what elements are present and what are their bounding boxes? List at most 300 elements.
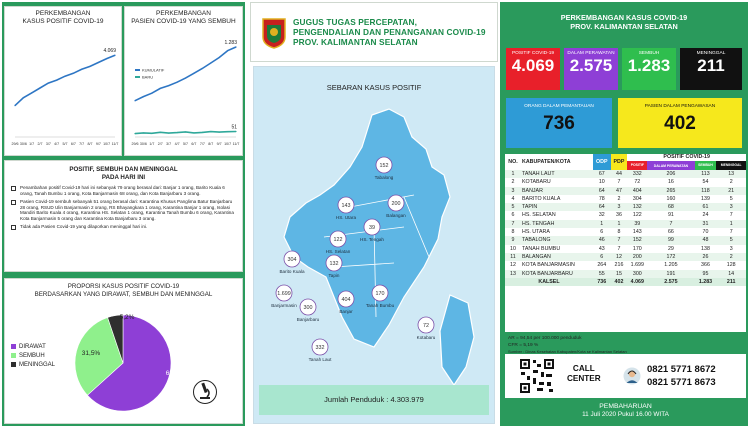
- daily-info-title-2: PADA HARI INI: [101, 173, 146, 181]
- bullet-text: Pasien Covid-19 sembuh sebanyak 51 orang berasal dari: Karantina Khusus Panglima Batur Banjarbaru 28 orang, RSUD Ulin Banjarmasin 2 orang, RS Bhayangkara 1 orang, Karantina Banjar 1 orang, Isolasi Mandiri Barito Kuala 4 orang, Karantina HS. Selatan 1 orang, Karantina Tanah Bumbu 6 orang, Karantina Kota Banjarmasin 5 orang dan Karantina Kota Banjarbaru 3 orang.: [20, 199, 234, 221]
- right-title-1: PERKEMBANGAN KASUS COVID-19: [560, 13, 688, 22]
- data-point: [64, 76, 65, 77]
- table-cell: 1: [729, 220, 733, 227]
- region-label: HS. Utara: [335, 215, 357, 220]
- table-row: [505, 261, 746, 269]
- data-point: [98, 62, 99, 63]
- table-cell: TABALONG: [522, 237, 551, 244]
- header-pdp: PDP: [611, 154, 628, 170]
- table-cell: 54: [702, 179, 709, 186]
- table-cell: 26: [702, 253, 709, 260]
- recovered-trend-title-2: PASIEN COVID-19 YANG SEMBUH: [131, 17, 236, 25]
- data-point: [193, 73, 194, 74]
- x-tick-label: 2/7: [37, 142, 43, 146]
- stat-meninggal: [680, 48, 742, 90]
- x-tick-label: 10/7: [224, 142, 232, 146]
- ar-text: AR = 94,54 per 100.000 penduduk: [508, 336, 582, 341]
- data-point: [235, 131, 236, 132]
- data-label: 4.069: [103, 48, 116, 55]
- stat-positif: [506, 48, 560, 90]
- table-cell: 31: [702, 220, 709, 227]
- table-cell: 404: [632, 187, 642, 194]
- stat-odp: [506, 98, 612, 148]
- table-cell: 300: [632, 270, 642, 277]
- data-point: [193, 132, 194, 133]
- table-cell: 265: [666, 187, 676, 194]
- data-point: [48, 82, 49, 83]
- table-row: [505, 220, 746, 228]
- table-cell: 2: [511, 179, 515, 186]
- data-point: [219, 57, 220, 58]
- table-body: [505, 170, 746, 286]
- x-tick-label: 9/7: [216, 142, 222, 146]
- table-row: [505, 178, 746, 186]
- legend-swatch: [135, 69, 140, 71]
- map-marker-tanah-laut: [309, 339, 332, 362]
- data-point: [176, 82, 177, 83]
- table-cell: 128: [726, 262, 736, 269]
- table-cell: 64: [598, 187, 605, 194]
- marker-count: 332: [315, 345, 325, 351]
- table-cell: TAPIN: [522, 204, 538, 211]
- table-cell: 402: [614, 278, 624, 285]
- phone-1[interactable]: 0821 5771 8672: [647, 364, 716, 375]
- table-row: [505, 245, 746, 253]
- map-svg: [254, 67, 496, 387]
- table-cell: 11: [510, 253, 516, 260]
- table-cell: 206: [666, 171, 676, 177]
- marker-count: 143: [341, 203, 351, 209]
- table-cell: 55: [598, 270, 605, 277]
- recovered-trend-svg: [125, 7, 244, 157]
- table-cell: 736: [597, 278, 607, 285]
- series-line: [15, 55, 115, 105]
- table-cell: 7: [729, 212, 733, 219]
- data-point: [176, 132, 177, 133]
- data-point: [31, 92, 32, 93]
- table-cell: 29: [667, 245, 674, 252]
- data-point: [106, 58, 107, 59]
- stat-pdp: [618, 98, 742, 148]
- data-point: [160, 88, 161, 89]
- table-cell: 67: [598, 171, 605, 177]
- data-point: [143, 132, 144, 133]
- table-row: [505, 270, 746, 278]
- table-cell: 1: [511, 171, 515, 177]
- table-cell: 264: [597, 262, 607, 269]
- table-cell: 39: [634, 220, 641, 227]
- x-tick-label: 4/7: [174, 142, 180, 146]
- proportion-title-1: PROPORSI KASUS POSITIF COVID-19: [67, 283, 180, 290]
- table-row: [505, 170, 746, 178]
- header-kabupaten: KABUPATEN/KOTA: [522, 158, 571, 165]
- checkbox-bullet-icon: [11, 225, 16, 230]
- x-tick-label: 7/7: [79, 142, 85, 146]
- table-cell: 4: [511, 195, 515, 202]
- table-cell: 1.699: [630, 262, 644, 269]
- table-cell: 7: [669, 220, 673, 227]
- x-tick-label: 4/7: [54, 142, 60, 146]
- update-time: 11 Juli 2020 Pukul 16.00 WITA: [582, 411, 669, 418]
- table-cell: 32: [598, 212, 605, 219]
- data-point: [14, 105, 15, 106]
- table-cell: HS. UTARA: [522, 229, 550, 236]
- subheader-positif: POSITIF: [627, 161, 647, 170]
- positive-trend-svg: [5, 7, 123, 157]
- table-cell: 8: [617, 229, 621, 236]
- table-cell: 12: [510, 262, 516, 269]
- data-point: [185, 77, 186, 78]
- table-cell: 216: [614, 262, 624, 269]
- table-cell: 14: [728, 270, 735, 277]
- legend-label: SEMBUH: [19, 353, 45, 359]
- regency-table: [505, 154, 746, 286]
- data-point: [168, 85, 169, 86]
- x-tick-label: 3/7: [166, 142, 172, 146]
- region-label: HS. Selatan: [325, 249, 351, 254]
- table-row: [505, 203, 746, 211]
- table-cell: 139: [701, 195, 710, 202]
- regency-table-box: [505, 154, 746, 332]
- checkbox-bullet-icon: [11, 200, 16, 205]
- table-cell: 332: [632, 171, 642, 177]
- table-cell: BARITO KUALA: [522, 195, 561, 202]
- x-tick-label: 10/7: [103, 142, 111, 146]
- header-line-1: GUGUS TUGAS PERCEPATAN,: [293, 17, 417, 27]
- table-cell: TANAH BUMBU: [522, 245, 561, 252]
- table-cell: 78: [598, 195, 605, 202]
- table-cell: 200: [632, 253, 642, 260]
- marker-count: 132: [329, 261, 339, 267]
- table-cell: 10: [510, 245, 516, 252]
- population-bar: Jumlah Penduduk : 4.303.979: [259, 385, 489, 415]
- marker-count: 300: [303, 305, 313, 311]
- table-cell: 172: [666, 253, 676, 260]
- region-label: HS. Tengah: [360, 237, 384, 242]
- data-point: [202, 68, 203, 69]
- table-cell: 16: [667, 179, 674, 186]
- daily-info-title-1: POSITIF, SEMBUH DAN MENINGGAL: [69, 166, 178, 173]
- data-point: [134, 133, 135, 134]
- data-point: [227, 131, 228, 132]
- header-no: NO.: [508, 158, 518, 165]
- x-tick-label: 11/7: [111, 142, 119, 146]
- data-point: [168, 132, 169, 133]
- map-marker-tabalong: [375, 157, 394, 180]
- table-cell: 46: [598, 237, 605, 244]
- table-cell: 72: [634, 179, 641, 186]
- data-point: [39, 87, 40, 88]
- header-odp: ODP: [593, 154, 611, 170]
- table-cell: 24: [702, 212, 709, 219]
- region-label: Tanah Bumbu: [365, 303, 395, 308]
- x-tick-label: 7/7: [199, 142, 205, 146]
- marker-count: 39: [369, 225, 375, 231]
- table-cell: 138: [701, 245, 710, 252]
- table-cell: 5: [729, 195, 733, 202]
- data-point: [151, 93, 152, 94]
- region-label: Banjarbaru: [296, 317, 320, 322]
- left-panel: [2, 2, 245, 426]
- positive-trend-chart: [4, 6, 122, 156]
- table-total-row: [505, 278, 746, 286]
- table-cell: 13: [510, 270, 516, 277]
- region-label: Tabalong: [374, 175, 394, 180]
- table-cell: 95: [702, 270, 709, 277]
- table-cell: KOTABARU: [522, 179, 551, 186]
- table-cell: 3: [729, 245, 733, 252]
- table-cell: 64: [598, 204, 605, 211]
- stat-value: 402: [664, 113, 696, 134]
- pie-label: 63,3%: [165, 370, 185, 377]
- table-cell: 6: [511, 212, 515, 219]
- table-cell: 304: [632, 195, 642, 202]
- table-cell: 2: [729, 253, 733, 260]
- table-cell: 211: [726, 278, 736, 285]
- table-row: [505, 228, 746, 236]
- data-point: [89, 66, 90, 67]
- x-tick-label: 6/7: [70, 142, 76, 146]
- positive-trend-title-2: KASUS POSITIF COVID-19: [22, 17, 104, 25]
- proportion-title-2: BERDASARKAN YANG DIRAWAT, SEMBUH DAN MENINGGAL: [34, 290, 213, 298]
- data-point: [151, 133, 152, 134]
- region-label: Tapin: [328, 273, 340, 278]
- x-tick-label: 1/7: [149, 142, 155, 146]
- table-cell: TANAH LAUT: [522, 171, 555, 177]
- table-cell: 5: [729, 237, 733, 244]
- bullet-text: Penambahan positif Covid-19 hari ini sebanyak 79 orang berasal dari: Banjar 1 orang, Barito Kuala 6 orang, Tanah Bumbu 1 orang, Kota Banjarmasin 68 orang, dan Kota Banjarbaru 3 orang.: [20, 185, 225, 196]
- data-point: [210, 131, 211, 132]
- stat-value: 211: [697, 56, 725, 75]
- data-point: [73, 73, 74, 74]
- marker-count: 122: [333, 237, 343, 243]
- table-cell: 3: [729, 204, 733, 211]
- table-cell: 43: [598, 245, 605, 252]
- subheader-dalam-perawatan: DALAM PERAWATAN: [647, 161, 694, 170]
- legend-label: MENINGGAL: [19, 362, 56, 368]
- table-cell: 7: [511, 220, 515, 227]
- legend-label: DIRAWAT: [19, 344, 46, 350]
- data-point: [134, 100, 135, 101]
- x-tick-label: 29/6: [11, 142, 19, 146]
- table-cell: 118: [701, 187, 710, 194]
- table-cell: 3: [617, 204, 621, 211]
- kotabaru-island-shape: [440, 295, 474, 385]
- table-cell: 2: [617, 195, 621, 202]
- header-line-2: PENGENDALIAN DAN PENANGANAN COVID-19: [293, 27, 486, 37]
- marker-count: 1.699: [277, 291, 291, 297]
- data-point: [23, 97, 24, 98]
- table-row: [505, 195, 746, 203]
- x-tick-label: 2/7: [157, 142, 163, 146]
- table-row: [505, 187, 746, 195]
- table-cell: 70: [702, 229, 709, 236]
- table-cell: KOTA BANJARMASIN: [522, 262, 575, 269]
- region-label: Kotabaru: [416, 335, 436, 340]
- checkbox-bullet-icon: [11, 186, 16, 191]
- table-cell: 13: [728, 171, 735, 177]
- data-point: [185, 131, 186, 132]
- header-positif-group: POSITIF COVID-19: [663, 154, 710, 160]
- proportion-chart: [4, 278, 243, 424]
- table-cell: HS. TENGAH: [522, 220, 555, 227]
- x-tick-label: 6/7: [191, 142, 197, 146]
- table-cell: 99: [667, 237, 674, 244]
- data-point: [219, 132, 220, 133]
- list-item: [11, 185, 236, 196]
- x-tick-label: 11/7: [232, 142, 240, 146]
- table-cell: 61: [702, 204, 709, 211]
- data-point: [114, 55, 115, 56]
- cfr-text: CFR = 5,19 %: [508, 343, 539, 348]
- data-label: 1.283: [224, 40, 237, 47]
- map-marker-kotabaru: [417, 317, 436, 340]
- table-cell: 2: [729, 179, 733, 186]
- call-label-2: CENTER: [567, 374, 601, 383]
- region-label: Banjarmasin: [271, 303, 297, 308]
- data-point: [143, 96, 144, 97]
- table-cell: 132: [632, 204, 642, 211]
- x-tick-label: 1/7: [29, 142, 35, 146]
- table-cell: 15: [616, 270, 622, 277]
- x-tick-label: 5/7: [183, 142, 188, 146]
- table-cell: 1: [617, 220, 621, 227]
- table-cell: 4.069: [630, 278, 644, 285]
- map-marker-banjarbaru: [297, 299, 320, 322]
- marker-count: 404: [341, 297, 351, 303]
- table-cell: 6: [600, 253, 604, 260]
- phone-2[interactable]: 0821 5771 8673: [647, 377, 716, 388]
- subheader-meninggal: MENINGGAL: [716, 161, 746, 170]
- region-label: Balangan: [386, 213, 406, 218]
- data-point: [160, 132, 161, 133]
- table-cell: 191: [666, 270, 676, 277]
- update-box: [505, 400, 746, 424]
- table-cell: 36: [616, 212, 622, 219]
- list-item: [11, 224, 236, 230]
- data-point: [210, 62, 211, 63]
- table-cell: 66: [667, 229, 674, 236]
- table-cell: 91: [667, 212, 674, 219]
- data-point: [202, 132, 203, 133]
- call-center-box: [505, 354, 746, 398]
- table-cell: 8: [511, 229, 515, 236]
- data-point: [81, 69, 82, 70]
- daily-info-box: [4, 160, 243, 272]
- x-tick-label: 30/6: [139, 142, 147, 146]
- table-cell: 44: [616, 171, 622, 177]
- qr-code-icon[interactable]: [519, 358, 555, 394]
- middle-panel: [250, 2, 498, 426]
- x-tick-label: 8/7: [208, 142, 214, 146]
- data-point: [56, 80, 57, 81]
- marker-count: 304: [287, 257, 297, 263]
- data-point: [227, 50, 228, 51]
- stat-value: 1.283: [627, 56, 671, 75]
- table-cell: 113: [701, 171, 710, 177]
- table-cell: 366: [701, 262, 710, 269]
- region-label: Tanah Laut: [308, 357, 332, 362]
- table-cell: 143: [632, 229, 642, 236]
- source-text: Sumber : Dinas Kesehatan Kabupaten/Kota se Kalimantan Selatan: [508, 349, 627, 354]
- table-cell: 68: [667, 204, 674, 211]
- data-point: [235, 46, 236, 47]
- table-cell: 1: [600, 220, 604, 227]
- marker-count: 72: [423, 323, 429, 329]
- table-cell: 152: [632, 237, 642, 244]
- table-cell: 10: [598, 179, 605, 186]
- table-cell: 21: [728, 187, 735, 194]
- province-emblem-icon: [261, 17, 287, 49]
- update-title: PEMBAHARUAN: [599, 403, 652, 410]
- bullet-text: Tidak ada Pasien Covid-19 yang dilaporkan meninggal hari ini.: [20, 224, 148, 229]
- stat-label: MENINGGAL: [696, 51, 726, 56]
- positive-trend-title-1: PERKEMBANGAN: [35, 10, 91, 17]
- table-cell: 3: [511, 187, 515, 194]
- x-tick-label: 9/7: [95, 142, 101, 146]
- header-line-3: PROV. KALIMANTAN SELATAN: [293, 37, 418, 47]
- table-cell: 7: [617, 245, 621, 252]
- table-cell: 2.575: [664, 278, 678, 285]
- legend-label: KUMULATIF: [142, 67, 165, 73]
- region-label: Barito Kuala: [279, 269, 305, 274]
- pie-label: 5,2%: [119, 314, 135, 321]
- right-title-2: PROV. KALIMANTAN SELATAN: [570, 22, 678, 31]
- table-row: [505, 211, 746, 219]
- table-cell: KOTA BANJARBARU: [522, 270, 573, 277]
- stat-dalam-perawatan: [564, 48, 618, 90]
- call-label-1: CALL: [572, 364, 595, 373]
- table-cell: 48: [702, 237, 709, 244]
- table-cell: 12: [616, 253, 622, 260]
- table-cell: 5: [511, 204, 515, 211]
- recovered-trend-chart: [124, 6, 243, 156]
- x-tick-label: 29/6: [131, 142, 139, 146]
- stat-value: 736: [543, 113, 575, 134]
- map-marker-banjarmasin: [271, 285, 297, 308]
- microscope-icon: [193, 379, 217, 405]
- table-cell: 122: [632, 212, 642, 219]
- legend-label: BARU: [142, 74, 154, 80]
- table-header-row: [505, 154, 746, 161]
- table-cell: 7: [617, 179, 621, 186]
- table-cell: BANJAR: [522, 187, 543, 194]
- stat-label: SEMBUH: [638, 51, 660, 56]
- marker-count: 170: [375, 291, 385, 297]
- stat-label: PASIEN DALAM PENGAWASAN: [644, 104, 716, 109]
- right-panel: [500, 2, 748, 426]
- table-cell: KALSEL: [538, 278, 560, 285]
- stat-label: ORANG DALAM PEMANTAUAN: [524, 104, 594, 109]
- table-cell: 7: [729, 229, 733, 236]
- x-tick-label: 3/7: [45, 142, 51, 146]
- table-cell: 1.205: [664, 262, 678, 269]
- operator-headset-icon: [623, 367, 641, 385]
- map-title: SEBARAN KASUS POSITIF: [326, 83, 422, 92]
- x-tick-label: 30/6: [19, 142, 27, 146]
- table-cell: 6: [600, 229, 604, 236]
- x-tick-label: 8/7: [87, 142, 93, 146]
- pie-label: 31,5%: [81, 350, 101, 357]
- table-cell: 47: [616, 187, 622, 194]
- table-row: [505, 236, 746, 244]
- stat-label: DALAM PERAWATAN: [567, 51, 615, 56]
- table-cell: 9: [511, 237, 515, 244]
- map-marker-banjar: [338, 291, 354, 314]
- stat-sembuh: [622, 48, 676, 90]
- marker-count: 152: [379, 163, 389, 169]
- region-label: Banjar: [339, 309, 353, 314]
